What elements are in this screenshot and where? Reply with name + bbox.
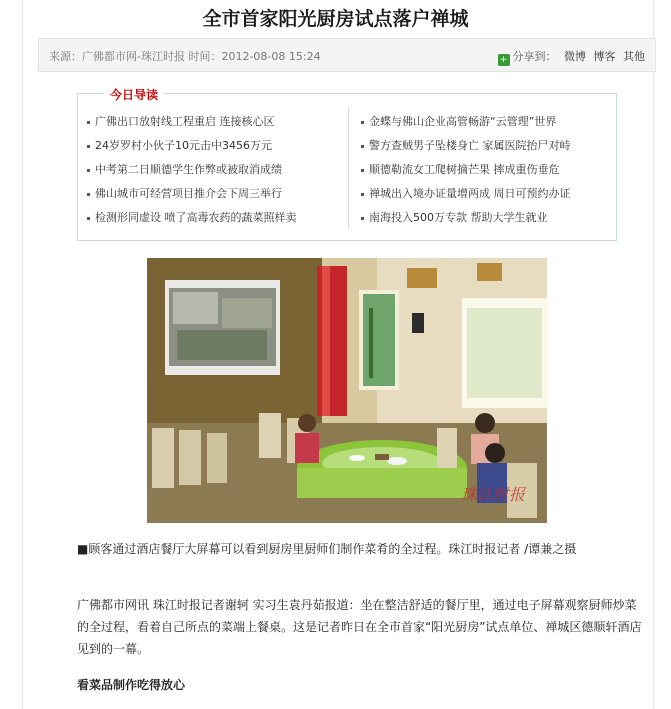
guide-link-text[interactable]: 金蝶与佛山企业高管畅游“云管理”世界 <box>369 115 557 128</box>
time-label: 时间： <box>188 50 222 63</box>
guide-link-text[interactable]: 佛山城市可经营项目推介会下周三举行 <box>95 187 282 200</box>
bullet-icon <box>87 145 90 148</box>
guide-link[interactable] <box>361 158 616 182</box>
guide-link-text[interactable]: 禅城出入境办证量增两成 周日可预约办证 <box>369 187 571 200</box>
bullet-icon <box>361 145 364 148</box>
article-meta-bar <box>38 38 656 72</box>
share-other-link[interactable]: 其他 <box>623 50 645 63</box>
guide-link-text[interactable]: 南海投入500万专款 帮助大学生就业 <box>369 211 548 224</box>
guide-link[interactable] <box>87 158 342 182</box>
guide-link[interactable] <box>361 134 616 158</box>
guide-link[interactable] <box>87 182 342 206</box>
bullet-icon <box>361 193 364 196</box>
guide-link[interactable] <box>87 110 342 134</box>
guide-left-column <box>87 110 342 230</box>
bullet-icon <box>87 193 90 196</box>
guide-link-text[interactable]: 顺德勒流女工爬树摘芒果 摔成重伤垂危 <box>369 163 560 176</box>
guide-link-text[interactable]: 24岁罗村小伙子10元击中3456万元 <box>95 139 272 152</box>
article-photo <box>147 258 547 523</box>
bullet-icon <box>87 217 90 220</box>
guide-divider <box>348 108 349 228</box>
bullet-icon <box>87 169 90 172</box>
guide-link-text[interactable]: 广佛出口放射线工程重启 连接核心区 <box>95 115 275 128</box>
guide-link[interactable] <box>361 110 616 134</box>
guide-link[interactable] <box>87 206 342 230</box>
source-label: 来源： <box>49 50 82 63</box>
today-guide-box <box>77 88 617 241</box>
share-icon: + <box>498 54 510 66</box>
bullet-icon <box>361 217 364 220</box>
publish-time: 2012-08-08 15:24 <box>221 50 321 63</box>
share-bar <box>498 48 646 66</box>
guide-right-column <box>361 110 616 230</box>
bullet-icon <box>361 121 364 124</box>
guide-link-text[interactable]: 中考第二日顺德学生作弊或被取消成绩 <box>95 163 282 176</box>
article-paragraph: 广佛都市网讯 珠江时报记者谢轲 实习生袁丹茹报道：坐在整洁舒适的餐厅里，通过电子屏幕观察厨师炒菜的全过程，看着自己所点的菜端上餐桌。这是记者昨日在全市首家“阳光厨房”试点单位、禅城区德顺轩酒店见到的一幕。 <box>77 598 642 656</box>
article-subheading: 看菜品制作吃得放心 <box>77 678 186 692</box>
guide-link[interactable] <box>361 182 616 206</box>
share-weibo-link[interactable]: 微博 <box>564 50 586 63</box>
guide-link-text[interactable]: 警方查贼男子坠楼身亡 家属医院抬尸对峙 <box>369 139 571 152</box>
share-label: 分享到： <box>512 50 557 63</box>
bullet-icon <box>361 169 364 172</box>
article-meta <box>49 48 321 64</box>
photo-caption: ■顾客通过酒店餐厅大屏幕可以看到厨房里厨师们制作菜肴的全过程。珠江时报记者 /谭兼之摄 <box>77 542 577 556</box>
bullet-icon <box>87 121 90 124</box>
guide-link[interactable] <box>87 134 342 158</box>
article-title: 全市首家阳光厨房试点落户禅城 <box>202 8 469 30</box>
photo-watermark: 珠江时报 <box>460 485 525 504</box>
guide-link[interactable] <box>361 206 616 230</box>
source-link[interactable]: 广佛都市网-珠江时报 <box>82 50 185 63</box>
share-blog-link[interactable]: 博客 <box>593 50 616 63</box>
guide-link-text[interactable]: 检测形同虚设 喷了高毒农药的蔬菜照样卖 <box>95 211 297 224</box>
guide-title: 今日导读 <box>104 86 164 103</box>
